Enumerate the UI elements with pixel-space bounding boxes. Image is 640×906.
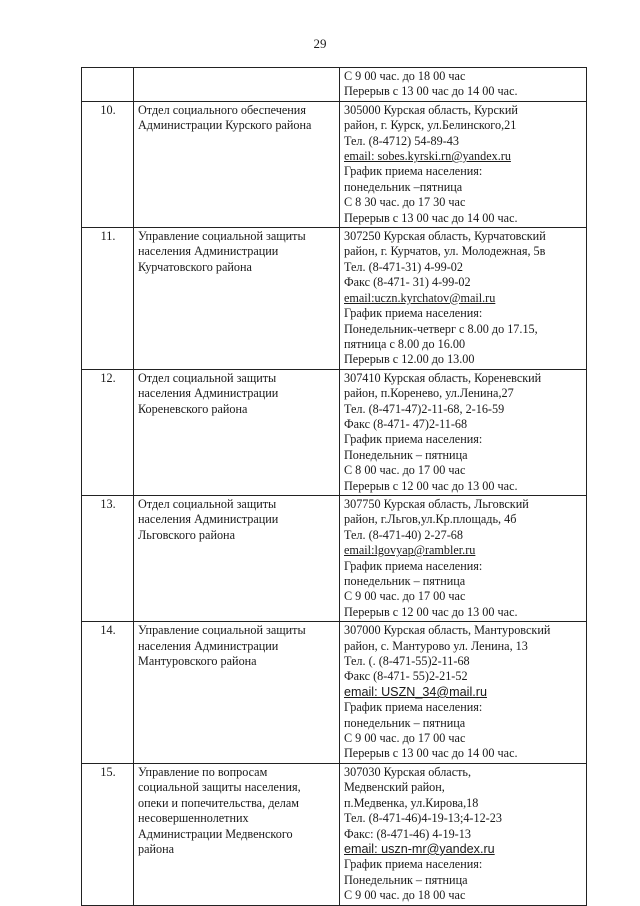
schedule-heading: График приема населения: bbox=[344, 164, 483, 179]
phone-line: Тел. (8-471-31) 4-99-02 bbox=[344, 259, 463, 274]
schedule-heading: График приема населения: bbox=[344, 558, 483, 573]
org-line: Отдел социальной защиты bbox=[138, 496, 277, 511]
table-row-15 bbox=[82, 763, 587, 905]
page-number: 29 bbox=[313, 36, 327, 51]
phone-line: Тел. (8-471-46)4-19-13;4-12-23 bbox=[344, 811, 502, 826]
schedule-heading: График приема населения: bbox=[344, 306, 483, 321]
org-line: опеки и попечительства, делам bbox=[138, 795, 300, 810]
org-line: района bbox=[138, 841, 175, 856]
table-row-11 bbox=[82, 228, 587, 370]
address-line: 307030 Курская область, bbox=[344, 764, 472, 779]
phone-line: Тел. (. (8-471-55)2-11-68 bbox=[344, 654, 470, 669]
row-number: 12. bbox=[82, 369, 134, 495]
schedule-line: С 9 00 час. до 18 00 час bbox=[344, 69, 466, 83]
fax-line: Факс (8-471- 31) 4-99-02 bbox=[344, 275, 471, 290]
schedule-hours: С 8 30 час. до 17 30 час bbox=[344, 195, 466, 210]
org-line: социальной защиты населения, bbox=[138, 780, 301, 795]
break-line: Перерыв с 12 00 час до 13 00 час. bbox=[344, 604, 518, 619]
address-line: район, г. Курчатов, ул. Молодежная, 5в bbox=[344, 244, 546, 259]
table-row-13 bbox=[82, 495, 587, 621]
address-line: п.Медвенка, ул.Кирова,18 bbox=[344, 795, 479, 810]
break-line: Перерыв с 13 00 час до 14 00 час. bbox=[344, 746, 518, 761]
table-row-10 bbox=[82, 101, 587, 227]
contact-cell bbox=[340, 369, 587, 495]
row-number: 15. bbox=[82, 763, 134, 905]
table-row-12 bbox=[82, 369, 587, 495]
contact-cell bbox=[340, 68, 587, 102]
row-number: 11. bbox=[82, 228, 134, 370]
fax-line: Факс (8-471- 55)2-21-52 bbox=[344, 669, 468, 684]
org-line: Мантуровского района bbox=[138, 654, 257, 669]
org-line: Льговского района bbox=[138, 527, 235, 542]
contact-cell bbox=[340, 622, 587, 764]
schedule-hours: пятница с 8.00 до 16.00 bbox=[344, 336, 466, 351]
break-line: Перерыв с 13 00 час до 14 00 час. bbox=[344, 210, 518, 225]
email-link[interactable]: email: USZN_34@mail.ru bbox=[344, 684, 487, 699]
table-row-14 bbox=[82, 622, 587, 764]
address-line: 307250 Курская область, Курчатовский bbox=[344, 229, 546, 244]
address-line: район, г. Курск, ул.Белинского,21 bbox=[344, 118, 517, 133]
address-line: район, с. Мантурово ул. Ленина, 13 bbox=[344, 638, 528, 653]
address-line: район, г.Льгов,ул.Кр.площадь, 4б bbox=[344, 512, 517, 527]
address-line: 307000 Курская область, Мантуровский bbox=[344, 623, 551, 638]
org-line: населения Администрации bbox=[138, 512, 279, 527]
phone-line: Тел. (8-471-47)2-11-68, 2-16-59 bbox=[344, 401, 505, 416]
contact-cell bbox=[340, 228, 587, 370]
email-link[interactable]: email:uczn.kyrchatov@mail.ru bbox=[344, 290, 496, 305]
organization-cell bbox=[134, 763, 340, 905]
schedule-days: Понедельник – пятница bbox=[344, 447, 468, 462]
org-line: населения Администрации bbox=[138, 386, 279, 401]
email-link[interactable]: email:lgovyap@rambler.ru bbox=[344, 543, 476, 558]
org-line: Администрации Медвенского bbox=[138, 826, 293, 841]
organization-cell bbox=[134, 68, 340, 102]
org-line: Управление социальной защиты bbox=[138, 229, 306, 244]
break-line: Перерыв с 12 00 час до 13 00 час. bbox=[344, 478, 518, 493]
row-number bbox=[82, 68, 134, 102]
email-link[interactable]: email: uszn-mr@yandex.ru bbox=[344, 841, 495, 856]
org-line: Отдел социального обеспечения bbox=[138, 102, 306, 117]
row-number: 14. bbox=[82, 622, 134, 764]
organization-cell bbox=[134, 495, 340, 621]
schedule-days: понедельник – пятница bbox=[344, 574, 466, 588]
organization-cell bbox=[134, 622, 340, 764]
schedule-hours: С 9 00 час. до 17 00 час bbox=[344, 731, 466, 746]
organization-cell bbox=[134, 228, 340, 370]
schedule-heading: График приема населения: bbox=[344, 857, 483, 872]
org-line: Управление социальной защиты bbox=[138, 623, 306, 638]
org-line: Администрации Курского района bbox=[138, 118, 312, 133]
schedule-days: Понедельник-четверг с 8.00 до 17.15, bbox=[344, 321, 538, 336]
schedule-days: Понедельник – пятница bbox=[344, 872, 468, 887]
address-line: 307750 Курская область, Льговский bbox=[344, 496, 529, 511]
schedule-hours: С 9 00 час. до 18 00 час bbox=[344, 888, 466, 903]
email-link[interactable]: email: sobes.kyrski.rn@yandex.ru bbox=[344, 149, 511, 164]
fax-line: Факс: (8-471-46) 4-19-13 bbox=[344, 826, 471, 841]
schedule-heading: График приема населения: bbox=[344, 432, 483, 447]
phone-line: Тел. (8-471-40) 2-27-68 bbox=[344, 527, 463, 542]
organization-cell bbox=[134, 369, 340, 495]
fax-line: Факс (8-471- 47)2-11-68 bbox=[344, 416, 468, 431]
org-line: населения Администрации bbox=[138, 638, 279, 653]
schedule-hours: С 9 00 час. до 17 00 час bbox=[344, 589, 466, 604]
address-line: Медвенский район, bbox=[344, 780, 445, 795]
contact-cell bbox=[340, 495, 587, 621]
address-line: 305000 Курская область, Курский bbox=[344, 102, 518, 117]
break-line: Перерыв с 12.00 до 13.00 bbox=[344, 352, 475, 367]
org-line: населения Администрации bbox=[138, 244, 279, 259]
org-line: Отдел социальной защиты bbox=[138, 370, 277, 385]
schedule-days: понедельник –пятница bbox=[344, 179, 463, 194]
contact-cell bbox=[340, 101, 587, 227]
org-line: Кореневского района bbox=[138, 401, 248, 416]
schedule-hours: С 8 00 час. до 17 00 час bbox=[344, 463, 466, 478]
contact-cell bbox=[340, 763, 587, 905]
table-row-continuation bbox=[82, 68, 587, 102]
row-number: 10. bbox=[82, 101, 134, 227]
phone-line: Тел. (8-4712) 54-89-43 bbox=[344, 133, 459, 148]
schedule-heading: График приема населения: bbox=[344, 700, 483, 715]
address-line: 307410 Курская область, Кореневский bbox=[344, 370, 542, 385]
org-line: Курчатовского района bbox=[138, 259, 252, 274]
address-line: район, п.Коренево, ул.Ленина,27 bbox=[344, 386, 514, 401]
org-line: Управление по вопросам bbox=[138, 764, 268, 779]
row-number: 13. bbox=[82, 495, 134, 621]
organization-cell bbox=[134, 101, 340, 227]
org-line: несовершеннолетних bbox=[138, 811, 249, 826]
institutions-table bbox=[81, 67, 587, 906]
break-line: Перерыв с 13 00 час до 14 00 час. bbox=[344, 84, 518, 99]
schedule-days: понедельник – пятница bbox=[344, 715, 466, 730]
